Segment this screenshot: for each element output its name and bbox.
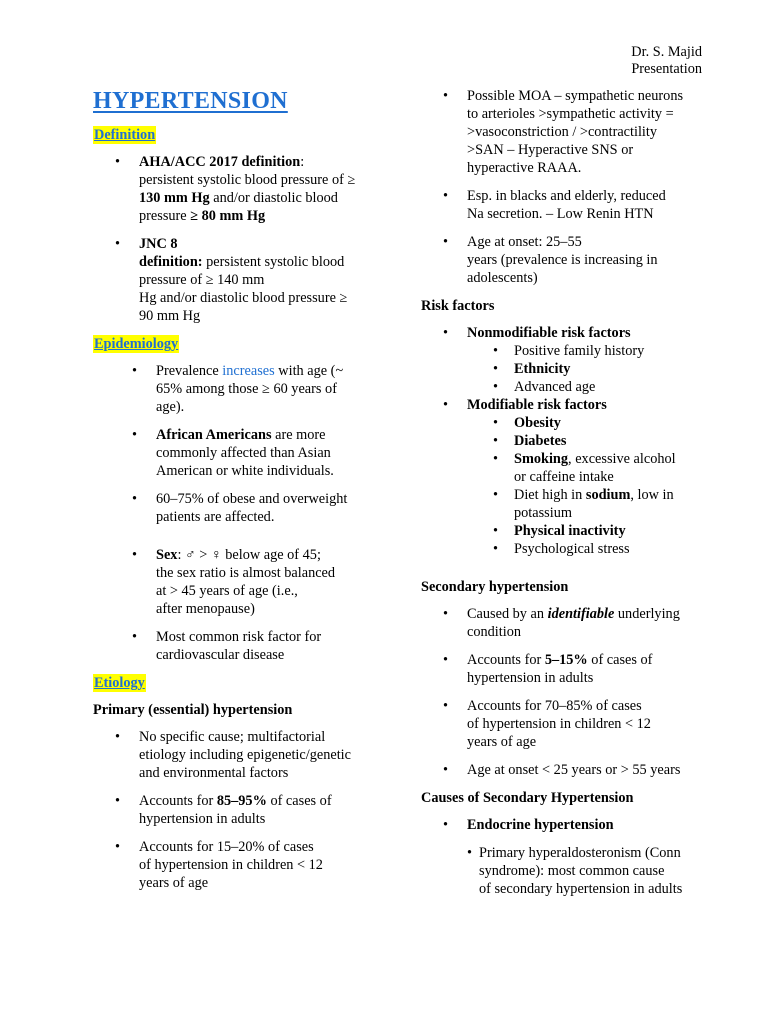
primary-hypertension-heading: Primary (essential) hypertension — [93, 702, 293, 718]
secondary-hypertension-heading: Secondary hypertension — [421, 579, 569, 595]
epidemiology-list — [93, 362, 388, 664]
list-item: • Age at onset: 25–55 years (prevalence is increasing in adolescents) — [421, 233, 721, 287]
secondary-list — [421, 605, 721, 779]
list-item: • Accounts for 70–85% of cases of hypertension in children < 12 years of age — [421, 697, 721, 751]
mechanism-list — [421, 87, 721, 287]
list-item: • Psychological stress — [421, 540, 721, 558]
list-item: • Endocrine hypertension — [421, 816, 721, 834]
list-item: • AHA/ACC 2017 definition: persistent systolic blood pressure of ≥ 130 mm Hg and/or diastolic blood pressure ≥ 80 mm Hg — [93, 153, 388, 225]
causes-list — [421, 816, 721, 898]
list-item: • JNC 8 definition: persistent systolic blood pressure of ≥ 140 mm Hg and/or diastolic blood pressure ≥ 90 mm Hg — [93, 235, 388, 325]
list-item: • Diabetes — [421, 432, 721, 450]
list-item: • Positive family history — [421, 342, 721, 360]
list-item: • African Americans are more commonly affected than Asian American or white individuals. — [93, 426, 388, 480]
list-item: • Modifiable risk factors — [421, 396, 721, 414]
list-item: • Sex: ♂ > ♀ below age of 45; the sex ratio is almost balanced at > 45 years of age (i.e., after menopause) — [93, 546, 388, 618]
right-column — [421, 87, 721, 898]
list-item: • Smoking, excessive alcohol or caffeine intake — [421, 450, 721, 486]
list-item: • Diet high in sodium, low in potassium — [421, 486, 721, 522]
list-item: • Caused by an identifiable underlying condition — [421, 605, 721, 641]
list-item: • Ethnicity — [421, 360, 721, 378]
list-item: • Advanced age — [421, 378, 721, 396]
list-item: • Possible MOA – sympathetic neurons to arterioles >sympathetic activity = >vasoconstriction / >contractility >SAN – Hyperactive SNS or hyperactive RAAA. — [421, 87, 721, 177]
left-column — [93, 86, 388, 902]
page-title: HYPERTENSION — [93, 88, 288, 114]
definition-list — [93, 153, 388, 325]
primary-list — [93, 728, 388, 892]
risk-factors-heading: Risk factors — [421, 298, 495, 314]
epidemiology-heading: Epidemiology — [94, 336, 179, 352]
header-subtitle: Presentation — [631, 61, 702, 77]
list-item: • Prevalence increases with age (~ 65% among those ≥ 60 years of age). — [93, 362, 388, 416]
author-name: Dr. S. Majid — [631, 44, 702, 60]
list-item: • Accounts for 15–20% of cases of hypertension in children < 12 years of age — [93, 838, 388, 892]
list-item: • Accounts for 85–95% of cases of hypertension in adults — [93, 792, 388, 828]
definition-heading: Definition — [94, 127, 156, 143]
causes-secondary-heading: Causes of Secondary Hypertension — [421, 790, 634, 806]
list-item: • Accounts for 5–15% of cases of hypertension in adults — [421, 651, 721, 687]
page-header — [631, 44, 702, 78]
list-item: • Physical inactivity — [421, 522, 721, 540]
list-item: • No specific cause; multifactorial etiology including epigenetic/genetic and environmental factors — [93, 728, 388, 782]
list-item: • 60–75% of obese and overweight patients are affected. — [93, 490, 388, 526]
list-item: • Nonmodifiable risk factors — [421, 324, 721, 342]
risk-factors-list — [421, 324, 721, 558]
list-item: • Most common risk factor for cardiovascular disease — [93, 628, 388, 664]
etiology-heading: Etiology — [94, 675, 145, 691]
list-item: • Primary hyperaldosteronism (Conn syndrome): most common cause of secondary hypertension in adults — [421, 844, 721, 898]
list-item: • Esp. in blacks and elderly, reduced Na secretion. – Low Renin HTN — [421, 187, 721, 223]
list-item: • Obesity — [421, 414, 721, 432]
list-item: • Age at onset < 25 years or > 55 years — [421, 761, 721, 779]
